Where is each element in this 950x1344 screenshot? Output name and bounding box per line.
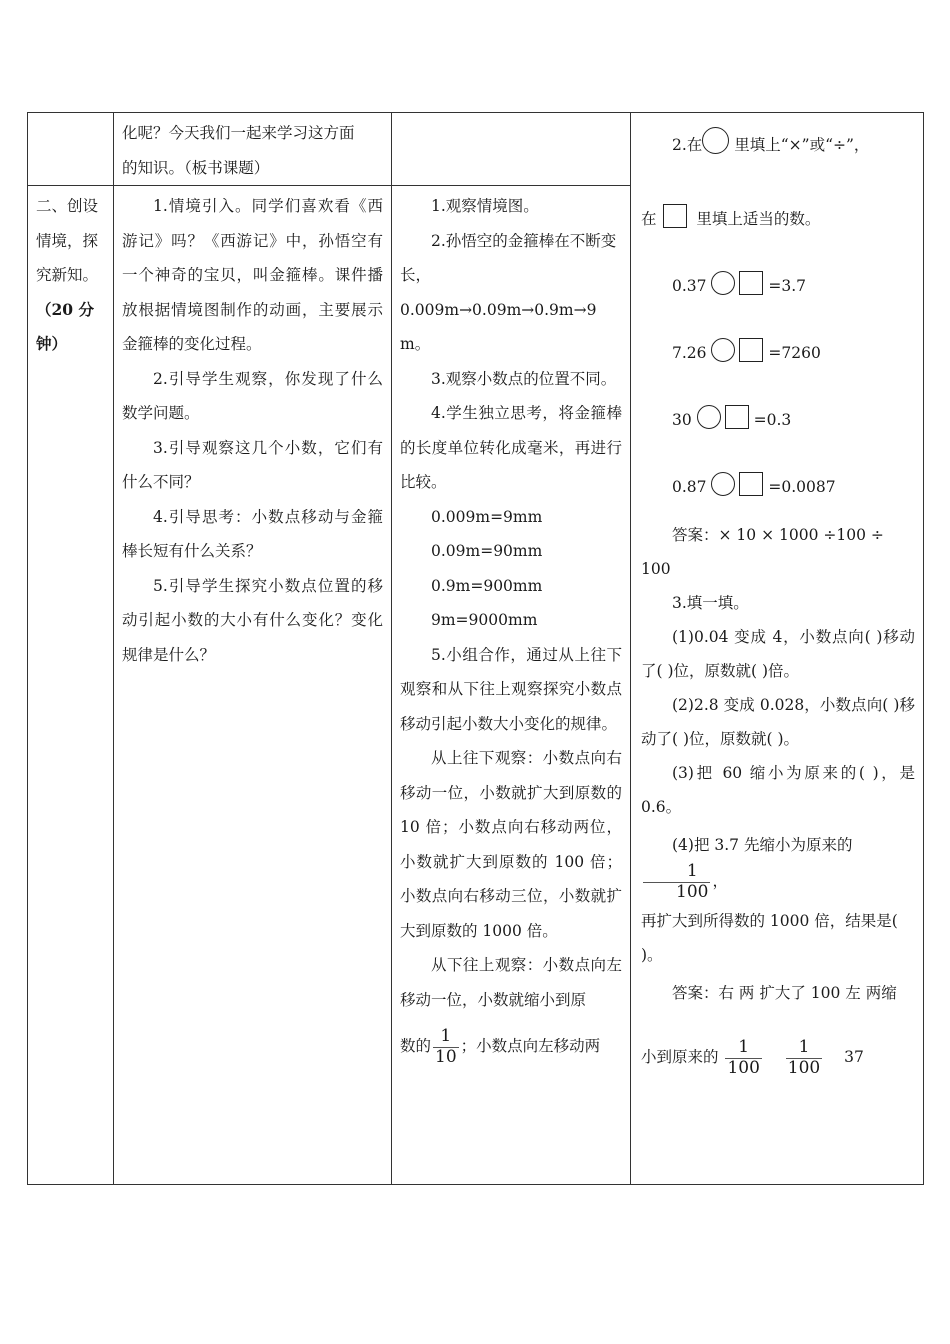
student-observe-up-tail: 数的 $\frac{1}{10}$ ；小数点向左移动两 <box>400 1026 601 1067</box>
exercise-cell <box>631 113 924 1185</box>
exercise-answer-2: 答案：× 10 × 1000 ÷100 ÷ 100 <box>641 526 884 578</box>
exercise-q2-line2: 在 里填上适当的数。 <box>641 202 915 236</box>
exercise-eq-4: 0.87 =0.0087 <box>641 470 915 504</box>
exercise-eq-2: 7.26 =7260 <box>641 336 915 370</box>
student-observe-down: 从上往下观察：小数点向右移动一位，小数就扩大到原数的 10 倍；小数点向右移动两位，小数就扩大到原数的 100 倍；小数点向右移动三位，小数就扩大到原数的 1000 倍。 <box>400 749 622 940</box>
stage-time-line1: （20 分 <box>36 299 94 319</box>
teacher-item-3: 3.引导观察这几个小数，它们有什么不同？ <box>122 438 383 491</box>
teacher-activity-cell-top <box>114 113 392 186</box>
student-item-2c: m。 <box>400 335 431 353</box>
stage-label-line3: 究新知。 <box>36 266 99 284</box>
circle-blank-icon <box>702 127 729 154</box>
exercise-eq-1: 0.37 =3.7 <box>641 269 915 303</box>
square-blank-icon <box>663 204 687 228</box>
student-item-5: 5.小组合作，通过从上往下观察和从下往上观察探究小数点移动引起小数大小变化的规律。 <box>400 645 622 733</box>
fraction-one-hundredth: $\frac{1}{100}$ <box>643 862 710 902</box>
stage-time-line2: 钟） <box>36 334 68 353</box>
stage-cell <box>28 186 114 1185</box>
square-blank-icon <box>739 338 763 362</box>
exercise-q3-4-line2: 再扩大到所得数的 1000 倍，结果是( <box>641 912 898 931</box>
exercise-q3-4-line3: )。 <box>641 946 663 965</box>
student-conversion-4: 9m=9000mm <box>431 611 538 629</box>
exercise-q3-4: (4)把 3.7 先缩小为原来的 $\frac{1}{100}$ ， <box>641 828 915 902</box>
student-item-3: 3.观察小数点的位置不同。 <box>431 369 617 388</box>
stage-label-line1: 二、创设 <box>36 197 99 215</box>
student-item-1: 1.观察情境图。 <box>431 197 539 215</box>
student-observe-up: 从下往上观察：小数点向左移动一位，小数就缩小到原 <box>400 956 622 1009</box>
teacher-item-5: 5.引导学生探究小数点位置的移动引起小数的大小有什么变化？变化规律是什么？ <box>122 576 383 664</box>
circle-blank-icon <box>711 338 735 362</box>
student-activity-cell-top <box>392 113 631 186</box>
exercise-q3-1: (1)0.04 变成 4，小数点向( )移动了( )位，原数就( )倍。 <box>641 628 915 680</box>
lesson-plan-table <box>27 112 924 1185</box>
teacher-top-line1: 化呢？今天我们一起来学习这方面 <box>122 124 355 142</box>
circle-blank-icon <box>711 472 735 496</box>
teacher-item-4: 4.引导思考：小数点移动与金箍棒长短有什么关系？ <box>122 507 383 560</box>
exercise-answer-3b: 小到原来的 $\frac{1}{100}$ $\frac{1}{100}$ 37 <box>641 1037 864 1078</box>
student-item-4: 4.学生独立思考，将金箍棒的长度单位转化成毫米，再进行比较。 <box>400 404 622 491</box>
student-activity-cell <box>392 186 631 1185</box>
teacher-activity-cell <box>114 186 392 1185</box>
exercise-eq-3: 30 =0.3 <box>641 403 915 437</box>
fraction-one-hundredth: $\frac{1}{100}$ <box>727 1037 760 1078</box>
circle-blank-icon <box>697 405 721 429</box>
stage-cell-empty <box>28 113 114 186</box>
teacher-item-1: 1.情境引入。同学们喜欢看《西游记》吗？《西游记》中，孙悟空有一个神奇的宝贝，叫金箍棒。课件播放根据情境图制作的动画，主要展示金箍棒的变化过程。 <box>122 197 383 353</box>
fraction-one-tenth: $\frac{1}{10}$ <box>435 1026 457 1067</box>
student-conversion-1: 0.009m=9mm <box>431 507 543 526</box>
square-blank-icon <box>739 472 763 496</box>
exercise-answer-3a: 答案：右 两 扩大了 100 左 两缩 <box>672 984 897 1003</box>
stage-label-line2: 情境，探 <box>36 231 99 250</box>
exercise-q3-title: 3.填一填。 <box>672 594 749 612</box>
teacher-item-2: 2.引导学生观察，你发现了什么数学问题。 <box>122 369 383 422</box>
circle-blank-icon <box>711 271 735 295</box>
student-conversion-3: 0.9m=900mm <box>431 576 543 595</box>
student-item-2a: 2.孙悟空的金箍棒在不断变 <box>431 231 617 250</box>
exercise-q2-line1: 2.在 里填上“×”或“÷”， <box>641 127 915 162</box>
student-conversion-2: 0.09m=90mm <box>431 542 543 560</box>
exercise-q3-3: (3)把 60 缩小为原来的( )，是 0.6。 <box>641 764 915 816</box>
square-blank-icon <box>725 405 749 429</box>
student-item-2b: 长，0.009m→0.09m→0.9m→9 <box>400 266 597 319</box>
teacher-top-line2: 的知识。（板书课题） <box>122 158 270 177</box>
exercise-q3-2: (2)2.8 变成 0.028，小数点向( )移动了( )位，原数就( )。 <box>641 696 915 748</box>
fraction-one-hundredth: $\frac{1}{100}$ <box>787 1037 821 1078</box>
table-row-intro <box>28 113 924 186</box>
square-blank-icon <box>739 271 763 295</box>
